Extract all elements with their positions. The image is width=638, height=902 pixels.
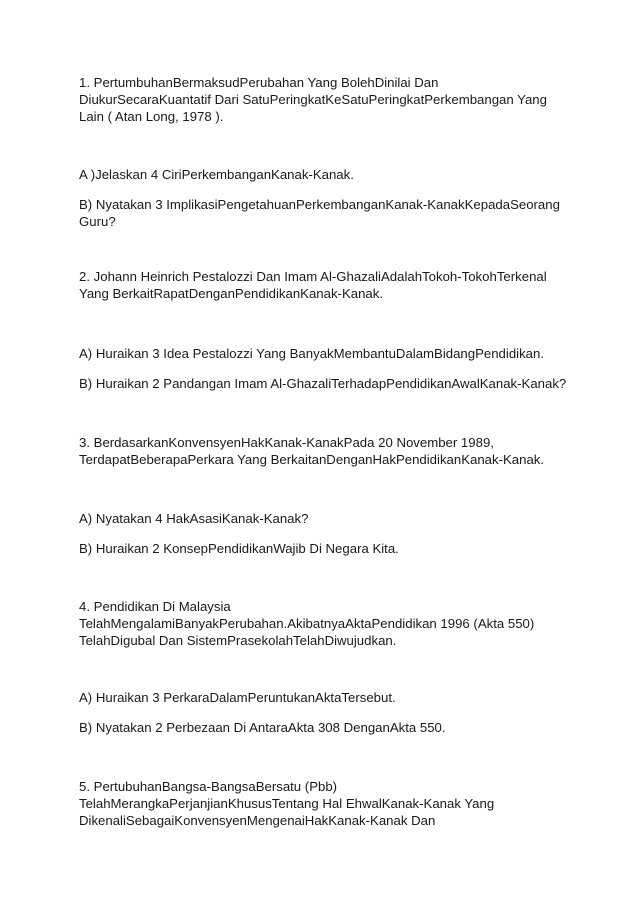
question-2-part-b: B) Huraikan 2 Pandangan Imam Al-GhazaliTerhadapPendidikanAwalKanak-Kanak? (79, 376, 567, 391)
question-4-part-a: A) Huraikan 3 PerkaraDalamPeruntukanAktaTersebut. (79, 690, 396, 705)
question-3-part-b: B) Huraikan 2 KonsepPendidikanWajib Di Negara Kita. (79, 541, 399, 556)
question-2-intro: 2. Johann Heinrich Pestalozzi Dan Imam Al-GhazaliAdalahTokoh-TokohTerkenal Yang BerkaitRapatDenganPendidikanKanak-Kanak. (79, 269, 547, 301)
question-4-intro: 4. Pendidikan Di Malaysia TelahMengalamiBanyakPerubahan.AkibatnyaAktaPendidikan 1996 (Akta 550) TelahDigubal Dan SistemPrasekolahTelahDiwujudkan. (79, 599, 535, 648)
question-3-intro: 3. BerdasarkanKonvensyenHakKanak-KanakPada 20 November 1989, TerdapatBeberapaPerkara Yang BerkaitanDenganHakPendidikanKanak-Kanak. (79, 435, 545, 467)
question-4-part-b: B) Nyatakan 2 Perbezaan Di AntaraAkta 308 DenganAkta 550. (79, 720, 446, 735)
question-1-part-b: B) Nyatakan 3 ImplikasiPengetahuanPerkembanganKanak-KanakKepadaSeorang Guru? (79, 197, 560, 229)
question-1-part-a: A )Jelaskan 4 CiriPerkembanganKanak-Kanak. (79, 167, 354, 182)
question-3-part-a: A) Nyatakan 4 HakAsasiKanak-Kanak? (79, 511, 309, 526)
question-2-part-a: A) Huraikan 3 Idea Pestalozzi Yang BanyakMembantuDalamBidangPendidikan. (79, 346, 545, 361)
question-1-intro: 1. PertumbuhanBermaksudPerubahan Yang BolehDinilai Dan DiukurSecaraKuantatif Dari SatuPeringkatKeSatuPeringkatPerkembangan Yang Lain ( Atan Long, 1978 ). (79, 75, 547, 124)
question-5-intro: 5. PertubuhanBangsa-BangsaBersatu (Pbb) TelahMerangkaPerjanjianKhususTentang Hal EhwalKanak-Kanak Yang DikenaliSebagaiKonvensyenMengenaiHakKanak-Kanak Dan (79, 779, 495, 828)
